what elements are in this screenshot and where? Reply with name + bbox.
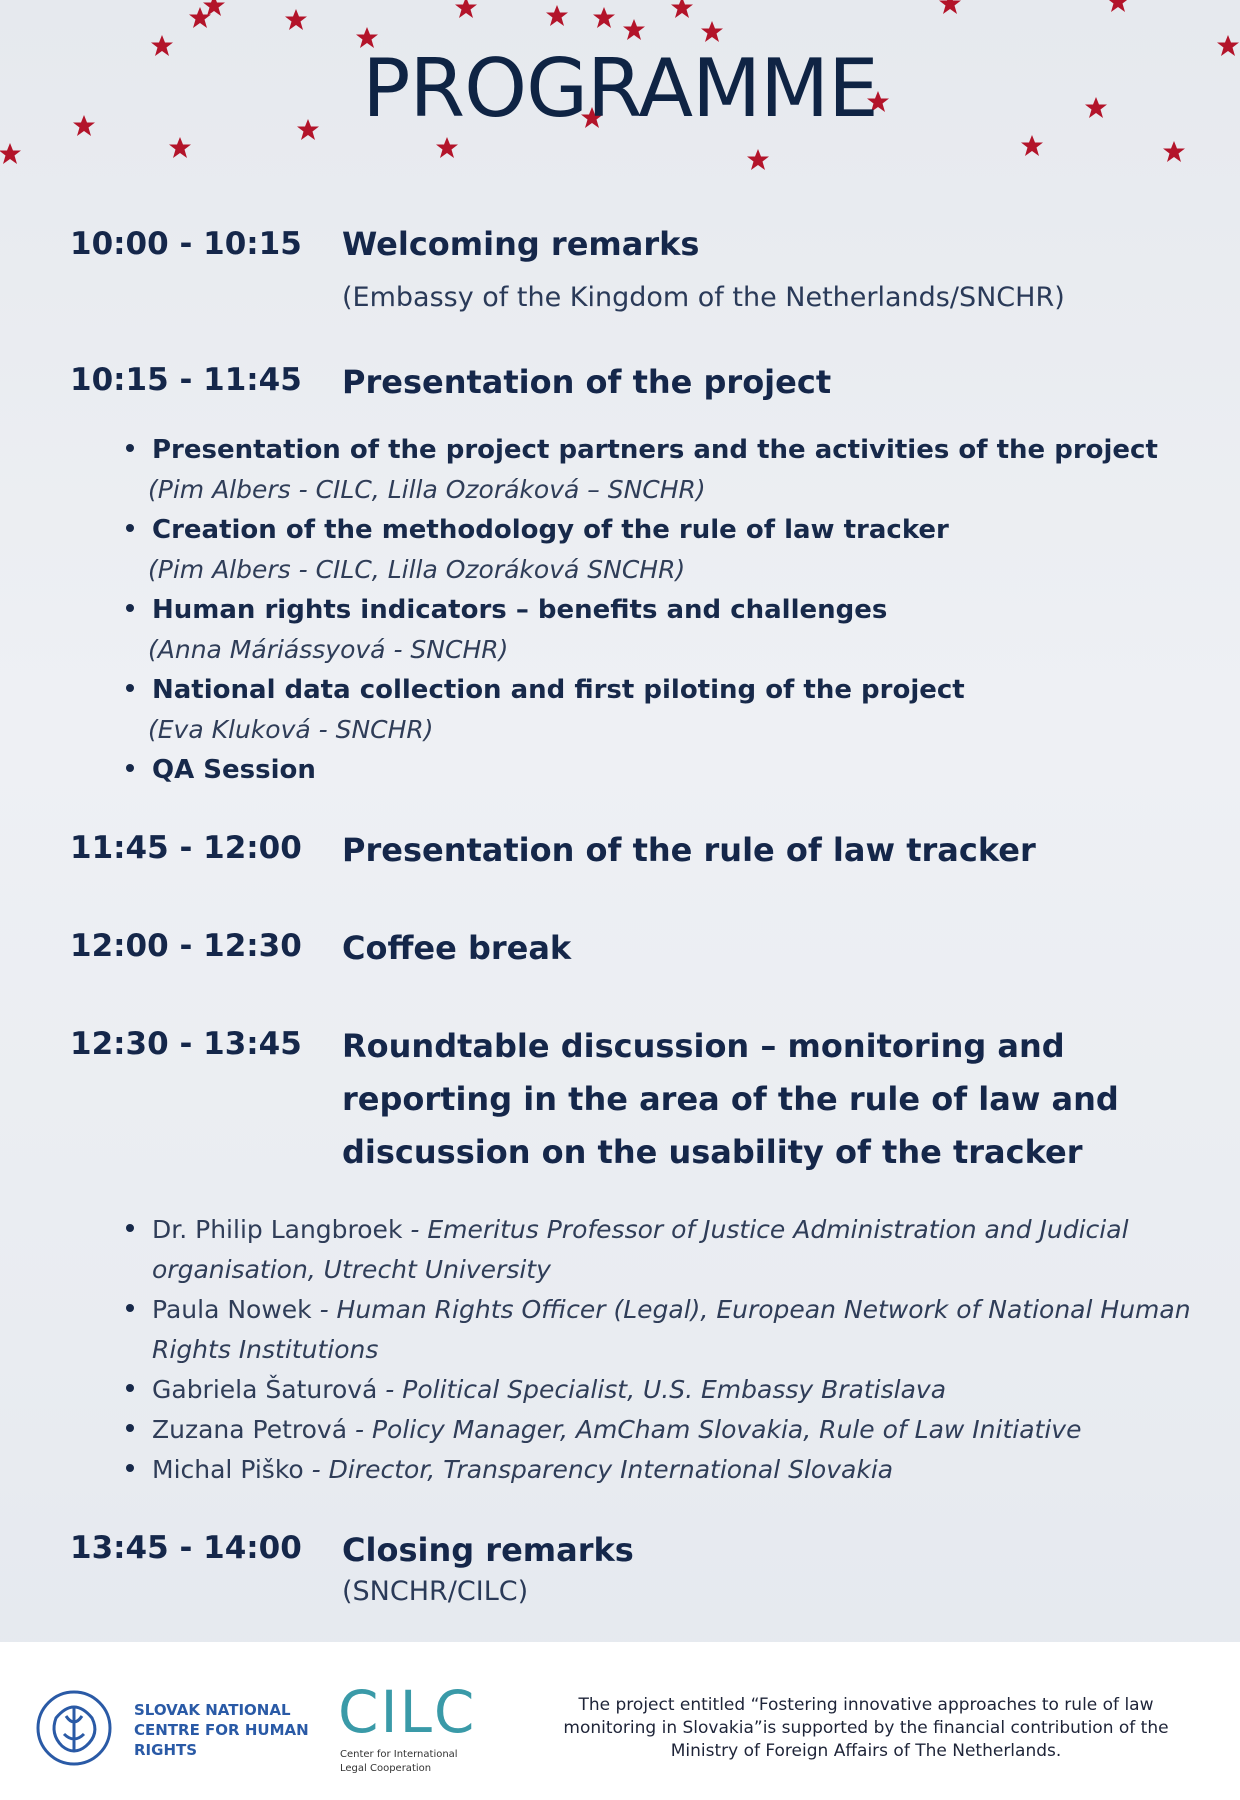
speaker-role: - Emeritus Professor of Justice Administration and Judicial organisation, Utrecht University — [152, 1215, 1129, 1284]
speaker-role: - Human Rights Officer (Legal), European Network of National Human Rights Institutions — [152, 1295, 1191, 1364]
list-item — [124, 590, 1224, 670]
point-title: National data collection and first piloting of the project — [152, 675, 965, 705]
point-title: QA Session — [152, 755, 316, 785]
star-icon — [455, 0, 477, 18]
agenda-time: 13:45 - 14:00 — [70, 1530, 302, 1566]
star-icon — [189, 7, 211, 28]
list-item — [124, 1210, 1224, 1290]
speaker-name: Zuzana Petrová — [152, 1415, 348, 1444]
agenda-time: 11:45 - 12:00 — [70, 830, 302, 866]
star-icon — [701, 21, 723, 42]
footer — [0, 1642, 1240, 1800]
agenda-title: Welcoming remarks — [342, 225, 700, 263]
speaker-name: Dr. Philip Langbroek — [152, 1215, 403, 1244]
star-icon — [623, 19, 645, 40]
star-icon — [0, 143, 21, 164]
point-presenters: (Anna Máriássyová - SNCHR) — [148, 635, 509, 664]
list-item — [124, 1410, 1224, 1450]
agenda-title: Coffee break — [342, 929, 572, 967]
list-item — [124, 430, 1224, 510]
speaker-role: - Director, Transparency International Slovakia — [303, 1455, 894, 1484]
point-title: Human rights indicators – benefits and challenges — [152, 595, 888, 625]
agenda-title: Roundtable discussion – monitoring and reporting in the area of the rule of law and discussion on the usability of the tracker — [342, 1027, 1119, 1171]
star-icon — [285, 9, 307, 30]
list-item — [124, 1450, 1224, 1490]
point-title: Creation of the methodology of the rule of law tracker — [152, 515, 949, 545]
speaker-role: - Policy Manager, AmCham Slovakia, Rule of Law Initiative — [347, 1415, 1082, 1444]
cilc-name: Center for International Legal Cooperation — [340, 1749, 458, 1774]
star-icon — [1107, 0, 1129, 12]
star-icon — [747, 149, 769, 170]
star-icon — [169, 137, 191, 158]
agenda-title: Closing remarks — [342, 1531, 634, 1569]
star-icon — [1021, 135, 1043, 156]
agenda-title: Presentation of the rule of law tracker — [342, 831, 1036, 869]
cilc-logo: CILC — [338, 1678, 477, 1746]
star-icon — [1163, 141, 1185, 162]
agenda-time: 12:30 - 13:45 — [70, 1026, 302, 1062]
point-presenters: (Eva Kluková - SNCHR) — [148, 715, 434, 744]
snchr-logo-icon — [34, 1688, 114, 1768]
star-icon — [671, 0, 693, 18]
agenda-time: 12:00 - 12:30 — [70, 928, 302, 964]
star-icon — [436, 137, 458, 158]
point-presenters: (Pim Albers - CILC, Lilla Ozoráková – SNCHR) — [148, 475, 706, 504]
speakers-list — [124, 1210, 1224, 1490]
point-title: Presentation of the project partners and the activities of the project — [152, 435, 1158, 465]
star-icon — [203, 0, 225, 16]
snchr-name: SLOVAK NATIONAL CENTRE FOR HUMAN RIGHTS — [134, 1701, 309, 1759]
agenda-time: 10:00 - 10:15 — [70, 226, 302, 262]
list-item — [124, 1370, 1224, 1410]
page-title: PROGRAMME — [362, 42, 878, 135]
point-presenters: (Pim Albers - CILC, Lilla Ozoráková SNCHR) — [148, 555, 686, 584]
speaker-name: Gabriela Šaturová — [152, 1375, 378, 1404]
agenda-subtitle: (SNCHR/CILC) — [342, 1576, 529, 1607]
agenda-subtitle: (Embassy of the Kingdom of the Netherlands/SNCHR) — [342, 282, 1065, 313]
project-points-list — [124, 430, 1224, 790]
speaker-name: Paula Nowek — [152, 1295, 312, 1324]
speaker-role: - Political Specialist, U.S. Embassy Bratislava — [377, 1375, 947, 1404]
list-item — [124, 510, 1224, 590]
funding-disclaimer: The project entitled “Fostering innovative approaches to rule of law monitoring in Slovakia”is supported by the financial contribution of the Ministry of Foreign Affairs of The Netherlands. — [563, 1695, 1169, 1761]
list-item — [124, 670, 1224, 750]
star-icon — [939, 0, 961, 14]
speaker-name: Michal Piško — [152, 1455, 304, 1484]
agenda-title: Presentation of the project — [342, 363, 832, 401]
list-item — [124, 750, 1224, 790]
star-icon — [593, 7, 615, 28]
star-icon — [546, 5, 568, 26]
agenda-time: 10:15 - 11:45 — [70, 362, 302, 398]
list-item — [124, 1290, 1224, 1370]
